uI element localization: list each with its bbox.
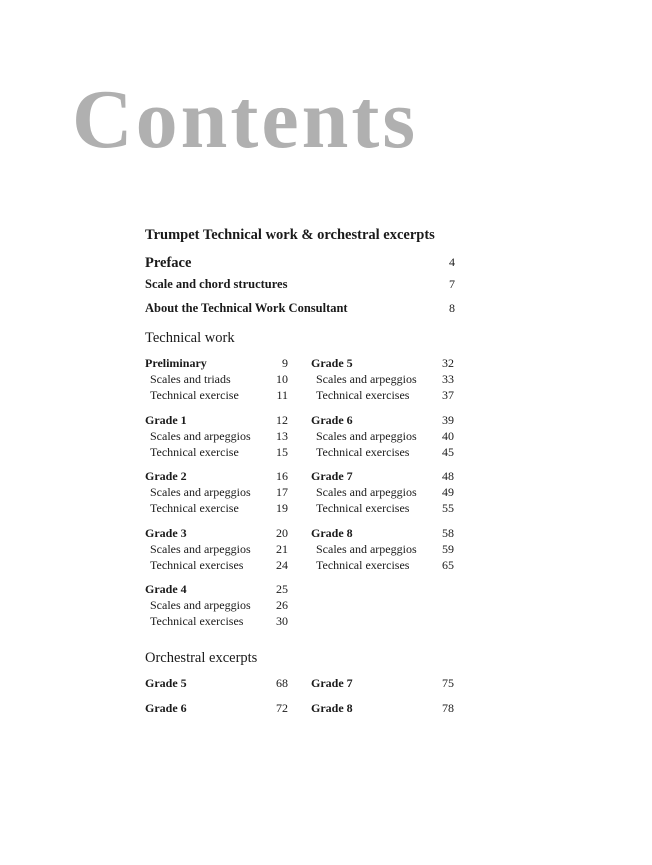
- toc-entry-label: Grade 7: [311, 676, 353, 690]
- toc-entry[interactable]: [311, 387, 454, 403]
- toc-entry-label: Technical exercises: [316, 501, 410, 515]
- toc-entry-label: Grade 2: [145, 469, 187, 483]
- toc-entry[interactable]: [311, 525, 454, 541]
- toc-group-grade-1: [145, 412, 288, 460]
- toc-entry-page: 39: [442, 413, 454, 427]
- toc-entry[interactable]: [311, 355, 454, 371]
- toc-entry[interactable]: [145, 581, 288, 597]
- toc-entry-label: Grade 8: [311, 701, 353, 715]
- toc-entry[interactable]: [145, 613, 288, 629]
- toc-entry-page: 49: [442, 485, 454, 499]
- toc-entry-label: Scales and arpeggios: [316, 542, 417, 556]
- toc-entry-label: Scales and arpeggios: [316, 485, 417, 499]
- toc-group-grade-8: [311, 525, 454, 573]
- toc-entry-label: Scales and arpeggios: [150, 542, 251, 556]
- toc-entry[interactable]: [145, 525, 288, 541]
- toc-entry-label: Grade 3: [145, 526, 187, 540]
- toc-entry-page: 26: [276, 598, 288, 612]
- toc-entry-page: 10: [276, 372, 288, 386]
- toc-entry-page: 59: [442, 542, 454, 556]
- toc-entry-label: Technical exercises: [316, 388, 410, 402]
- toc-entry-page: 48: [442, 469, 454, 483]
- toc-entry-about-consultant[interactable]: [145, 301, 455, 316]
- toc-entry-page: 11: [276, 388, 288, 402]
- toc-entry[interactable]: [311, 557, 454, 573]
- toc-entry[interactable]: [311, 541, 454, 557]
- toc-entry[interactable]: [311, 428, 454, 444]
- toc-entry-page: 4: [449, 255, 455, 269]
- toc-entry-preface[interactable]: [145, 255, 455, 272]
- toc-entry-page: 37: [442, 388, 454, 402]
- toc-entry[interactable]: [311, 675, 454, 691]
- toc-entry-page: 9: [282, 356, 288, 370]
- toc-entry-label: Grade 8: [311, 526, 353, 540]
- toc-entry[interactable]: [311, 484, 454, 500]
- toc-entry[interactable]: [311, 700, 454, 716]
- toc-entry[interactable]: [145, 444, 288, 460]
- toc-entry-page: 72: [276, 701, 288, 715]
- toc-entry-label: Grade 7: [311, 469, 353, 483]
- toc-entry[interactable]: [145, 484, 288, 500]
- toc-entry-label: Preface: [145, 255, 192, 271]
- toc-entry-page: 78: [442, 701, 454, 715]
- toc-entry[interactable]: [145, 428, 288, 444]
- toc-entry-label: Technical exercises: [316, 558, 410, 572]
- toc-entry[interactable]: [311, 468, 454, 484]
- toc-entry-page: 17: [276, 485, 288, 499]
- toc-entry-page: 40: [442, 429, 454, 443]
- toc-entry-page: 24: [276, 558, 288, 572]
- toc-entry[interactable]: [145, 355, 288, 371]
- toc-entry-label: Scales and arpeggios: [150, 429, 251, 443]
- technical-work-heading: Technical work: [145, 330, 235, 346]
- toc-entry-label: Scale and chord structures: [145, 277, 288, 291]
- toc-entry[interactable]: [145, 541, 288, 557]
- toc-entry-page: 33: [442, 372, 454, 386]
- orchestral-excerpts-heading: Orchestral excerpts: [145, 650, 258, 666]
- toc-entry-label: Technical exercise: [150, 388, 239, 402]
- toc-entry-page: 19: [276, 501, 288, 515]
- toc-entry[interactable]: [145, 557, 288, 573]
- toc-entry-page: 25: [276, 582, 288, 596]
- toc-entry-page: 55: [442, 501, 454, 515]
- toc-entry[interactable]: [145, 700, 288, 716]
- toc-entry[interactable]: [311, 371, 454, 387]
- toc-group-grade-5: [311, 355, 454, 403]
- page-title: Contents: [72, 73, 419, 166]
- toc-entry-scale-chord[interactable]: [145, 277, 455, 292]
- toc-entry-page: 58: [442, 526, 454, 540]
- toc-entry[interactable]: [145, 675, 288, 691]
- toc-entry-page: 8: [449, 301, 455, 315]
- toc-entry-label: Scales and arpeggios: [316, 429, 417, 443]
- toc-entry-label: Grade 6: [145, 701, 187, 715]
- toc-entry-label: Grade 5: [311, 356, 353, 370]
- toc-entry-label: Technical exercise: [150, 445, 239, 459]
- toc-entry-page: 75: [442, 676, 454, 690]
- toc-entry-label: Technical exercises: [150, 558, 244, 572]
- toc-entry-label: Grade 1: [145, 413, 187, 427]
- toc-entry-label: Preliminary: [145, 356, 207, 370]
- toc-entry-page: 68: [276, 676, 288, 690]
- toc-entry-page: 7: [449, 277, 455, 291]
- toc-entry[interactable]: [145, 387, 288, 403]
- toc-entry-page: 15: [276, 445, 288, 459]
- toc-entry[interactable]: [145, 412, 288, 428]
- toc-entry-label: Scales and arpeggios: [150, 485, 251, 499]
- toc-entry-label: Technical exercise: [150, 501, 239, 515]
- toc-entry-page: 13: [276, 429, 288, 443]
- book-title: Trumpet Technical work & orchestral excerpts: [145, 227, 435, 243]
- toc-entry-page: 30: [276, 614, 288, 628]
- toc-entry-label: Technical exercises: [150, 614, 244, 628]
- toc-entry-label: Grade 5: [145, 676, 187, 690]
- toc-entry-label: Grade 4: [145, 582, 187, 596]
- toc-group-grade-4: [145, 581, 288, 629]
- toc-group-grade-2: [145, 468, 288, 516]
- toc-entry-page: 65: [442, 558, 454, 572]
- toc-group-grade-7: [311, 468, 454, 516]
- toc-entry-label: Scales and triads: [150, 372, 231, 386]
- toc-entry-page: 21: [276, 542, 288, 556]
- toc-group-grade-6: [311, 412, 454, 460]
- toc-entry-label: Grade 6: [311, 413, 353, 427]
- toc-entry[interactable]: [311, 500, 454, 516]
- toc-entry[interactable]: [145, 371, 288, 387]
- toc-entry-label: About the Technical Work Consultant: [145, 301, 348, 315]
- toc-entry-page: 45: [442, 445, 454, 459]
- toc-entry[interactable]: [311, 444, 454, 460]
- toc-entry-page: 16: [276, 469, 288, 483]
- toc-entry-page: 32: [442, 356, 454, 370]
- toc-entry-label: Technical exercises: [316, 445, 410, 459]
- toc-group-preliminary: [145, 355, 288, 403]
- toc-entry[interactable]: [145, 500, 288, 516]
- toc-entry-label: Scales and arpeggios: [316, 372, 417, 386]
- toc-entry-label: Scales and arpeggios: [150, 598, 251, 612]
- toc-entry[interactable]: [145, 597, 288, 613]
- toc-group-grade-3: [145, 525, 288, 573]
- toc-entry-page: 12: [276, 413, 288, 427]
- toc-entry[interactable]: [145, 468, 288, 484]
- toc-entry[interactable]: [311, 412, 454, 428]
- toc-entry-page: 20: [276, 526, 288, 540]
